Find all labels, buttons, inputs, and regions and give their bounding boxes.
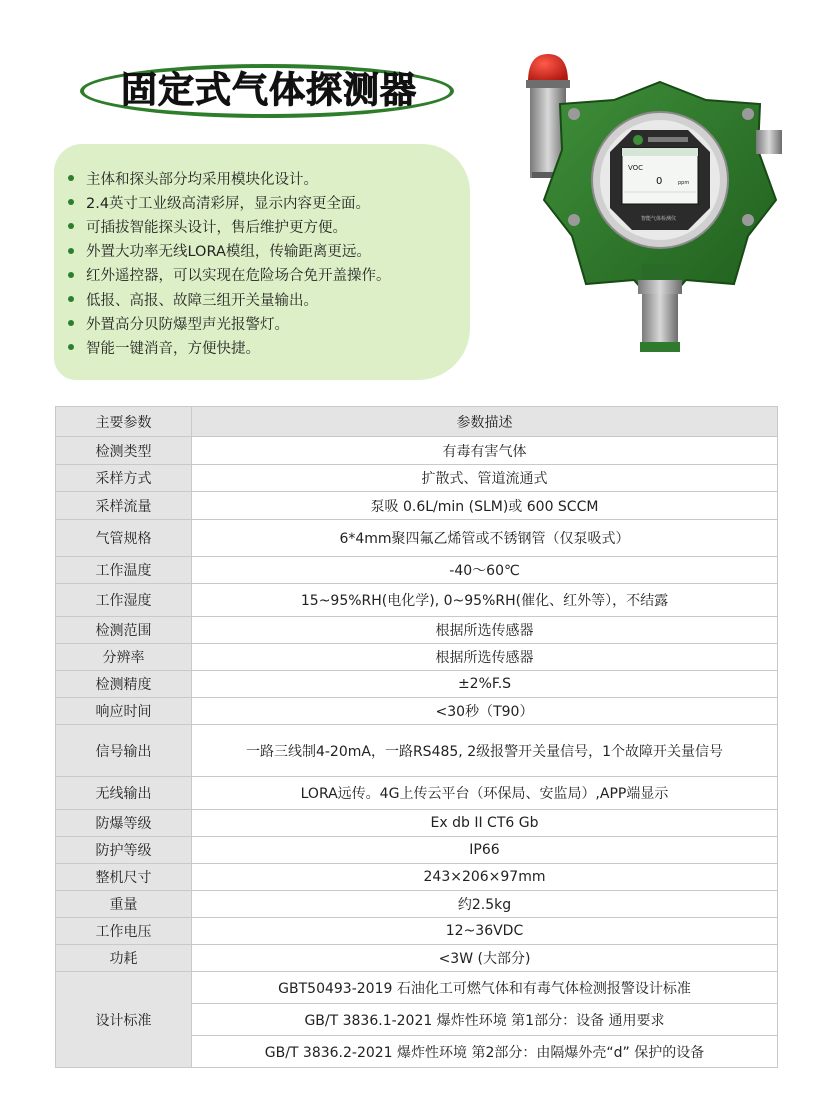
row-desc: LORA远传。4G上传云平台（环保局、安监局）,APP端显示 [192, 777, 778, 810]
bullet-icon [68, 344, 74, 350]
row-param: 响应时间 [56, 698, 192, 725]
feature-item: 外置大功率无线LORA模组，传输距离更远。 [68, 239, 391, 263]
row-param: 检测范围 [56, 617, 192, 644]
bullet-icon [68, 223, 74, 229]
device-model-text: 智能气体检测仪 [641, 216, 677, 222]
row-param: 采样流量 [56, 492, 192, 520]
table-row [56, 945, 778, 972]
page-title: 固定式气体探测器 [120, 70, 417, 111]
row-desc: 6*4mm聚四氟乙烯管或不锈钢管（仅泵吸式） [192, 520, 778, 557]
row-param-standards: 设计标准 [56, 972, 192, 1068]
row-param: 防护等级 [56, 837, 192, 864]
row-desc: 12~36VDC [192, 918, 778, 945]
table-row [56, 725, 778, 777]
feature-item: 主体和探头部分均采用模块化设计。 [68, 166, 391, 190]
bullet-icon [68, 248, 74, 254]
standard-item: GB/T 3836.1-2021 爆炸性环境 第1部分：设备 通用要求 [192, 1004, 778, 1036]
sensor-probe [638, 264, 682, 352]
feature-item: 智能一键消音，方便快捷。 [68, 335, 391, 359]
row-desc: 根据所选传感器 [192, 617, 778, 644]
row-param: 工作温度 [56, 557, 192, 584]
row-desc: IP66 [192, 837, 778, 864]
table-row [56, 557, 778, 584]
feature-panel [54, 144, 470, 380]
row-param: 检测精度 [56, 671, 192, 698]
row-desc: 15~95%RH(电化学), 0~95%RH(催化、红外等），不结露 [192, 584, 778, 617]
row-param: 采样方式 [56, 465, 192, 492]
header-param: 主要参数 [56, 407, 192, 437]
table-row [56, 492, 778, 520]
row-desc: Ex db II CT6 Gb [192, 810, 778, 837]
row-desc: 根据所选传感器 [192, 644, 778, 671]
screen-gas-label: VOC [628, 164, 644, 172]
row-desc: <3W (大部分) [192, 945, 778, 972]
row-param: 防爆等级 [56, 810, 192, 837]
row-param: 检测类型 [56, 437, 192, 465]
row-desc: 扩散式、管道流通式 [192, 465, 778, 492]
page-title-banner [80, 60, 458, 122]
row-param: 整机尺寸 [56, 864, 192, 891]
screen-value: 0 [656, 176, 663, 187]
table-row [56, 644, 778, 671]
bullet-icon [68, 175, 74, 181]
row-desc: -40～60℃ [192, 557, 778, 584]
header-desc: 参数描述 [192, 407, 778, 437]
row-desc: 243×206×97mm [192, 864, 778, 891]
row-desc: 有毒有害气体 [192, 437, 778, 465]
row-desc: ±2%F.S [192, 671, 778, 698]
row-desc: 泵吸 0.6L/min (SLM)或 600 SCCM [192, 492, 778, 520]
spec-table [55, 406, 778, 1068]
bullet-icon [68, 296, 74, 302]
table-row [56, 584, 778, 617]
standard-item: GB/T 3836.2-2021 爆炸性环境 第2部分：由隔爆外壳“d” 保护的设备 [192, 1036, 778, 1068]
standard-item: GBT50493-2019 石油化工可燃气体和有毒气体检测报警设计标准 [192, 972, 778, 1004]
bullet-icon [68, 272, 74, 278]
feature-item: 红外遥控器，可以实现在危险场合免开盖操作。 [68, 263, 391, 287]
table-row [56, 520, 778, 557]
table-row [56, 837, 778, 864]
row-param: 分辨率 [56, 644, 192, 671]
table-header-row [56, 407, 778, 437]
table-row [56, 918, 778, 945]
table-row [56, 777, 778, 810]
screen-unit: ppm [678, 180, 690, 186]
row-desc: <30秒（T90） [192, 698, 778, 725]
table-row [56, 972, 778, 1004]
feature-item: 可插拔智能探头设计，售后维护更方便。 [68, 214, 391, 238]
brand-logo-icon [633, 135, 643, 145]
table-row [56, 617, 778, 644]
row-desc: 约2.5kg [192, 891, 778, 918]
feature-item: 外置高分贝防爆型声光报警灯。 [68, 311, 391, 335]
table-row [56, 698, 778, 725]
feature-item: 低报、高报、故障三组开关量输出。 [68, 287, 391, 311]
row-param: 无线输出 [56, 777, 192, 810]
row-param: 气管规格 [56, 520, 192, 557]
table-row [56, 891, 778, 918]
feature-list [68, 166, 391, 360]
row-desc: 一路三线制4-20mA，一路RS485, 2级报警开关量信号，1个故障开关量信号 [192, 725, 778, 777]
gas-detector-product-image [510, 40, 810, 360]
table-row [56, 437, 778, 465]
row-param: 工作电压 [56, 918, 192, 945]
table-row [56, 671, 778, 698]
table-row [56, 864, 778, 891]
bullet-icon [68, 320, 74, 326]
row-param: 重量 [56, 891, 192, 918]
table-row [56, 465, 778, 492]
feature-item: 2.4英寸工业级高清彩屏，显示内容更全面。 [68, 190, 391, 214]
row-param: 工作湿度 [56, 584, 192, 617]
table-row [56, 810, 778, 837]
row-param: 信号输出 [56, 725, 192, 777]
row-param: 功耗 [56, 945, 192, 972]
bullet-icon [68, 199, 74, 205]
